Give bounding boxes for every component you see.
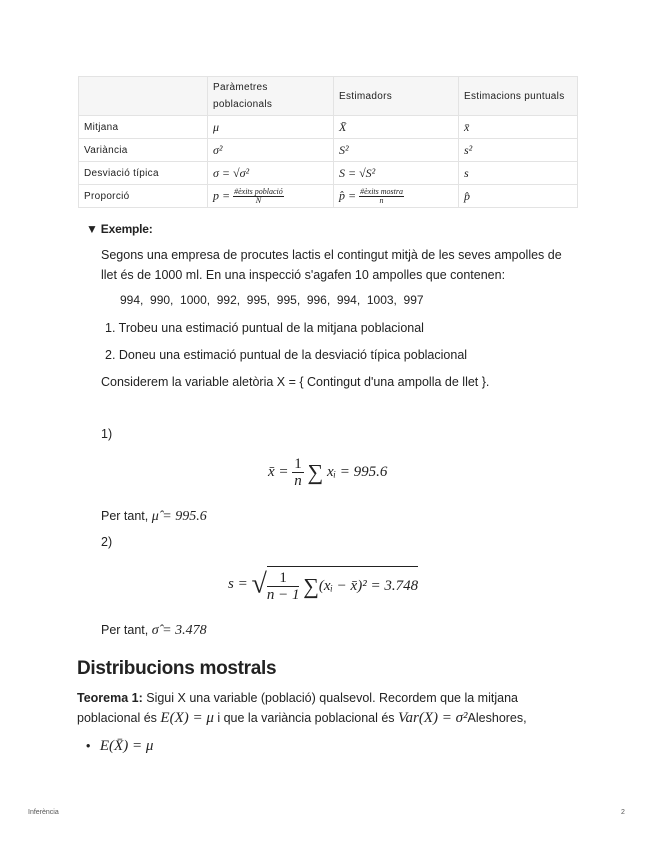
proportion-point-estimate: p̂ (459, 185, 578, 208)
proportion-estimator (334, 185, 459, 208)
fraction-denominator: n (379, 195, 384, 205)
result-2 (101, 620, 207, 641)
header-parameters: Paràmetres poblacionals (208, 77, 334, 116)
result-1-math: μ̂ = 995.6 (151, 509, 207, 524)
theorem-math-variance: Var(X) = σ² (398, 710, 468, 726)
fraction-denominator: N (255, 195, 262, 205)
variable-definition: Considerem la variable aletòria X = { Contingut d'una ampolla de llet }. (101, 375, 490, 389)
sd-point-estimate: s (459, 162, 578, 185)
variance-parameter: σ² (208, 139, 334, 162)
sd-estimator: S = √S² (334, 162, 459, 185)
sqrt-radicand (267, 566, 418, 603)
sum-symbol: ∑ (307, 459, 324, 485)
theorem-text-b: poblacional és (77, 711, 161, 725)
page-number: 2 (621, 809, 625, 816)
sqrt-symbol: √ (251, 568, 267, 600)
result-1 (101, 506, 207, 527)
fraction-numerator: 1 (294, 456, 302, 472)
section-heading: Distribucions mostrals (77, 658, 277, 679)
theorem-text-a: Sigui X una variable (població) qualsevol. Recordem que la mitjana (142, 691, 518, 705)
theorem-text-d: Aleshores, (467, 711, 527, 725)
equation-lhs: s = (228, 575, 248, 592)
header-estimators: Estimadors (334, 77, 459, 116)
sample-sd-equation (228, 566, 418, 603)
theorem-math-expectation: E(X) = μ (160, 710, 214, 726)
mean-estimator: X̄ (334, 116, 459, 139)
theorem-text-c: i que la variància poblacional és (213, 711, 399, 725)
part-2-label: 2) (101, 535, 113, 549)
proportion-parameter (208, 185, 334, 208)
header-point-estimates: Estimacions puntuals (459, 77, 578, 116)
sample-values: 994, 990, 1000, 992, 995, 995, 996, 994, 1003, 997 (120, 293, 424, 307)
row-label: Mitjana (79, 116, 208, 139)
fraction-denominator: n − 1 (266, 587, 300, 603)
fraction-numerator: 1 (267, 570, 300, 587)
bullet-math: E(X̄) = μ (99, 738, 154, 754)
fraction-denominator: n (294, 473, 302, 489)
result-2-text: Per tant, (101, 623, 152, 637)
footer-title: Inferència (28, 809, 59, 816)
parameters-table (78, 76, 578, 208)
equation-lhs: x̄ = (268, 463, 289, 480)
table-row (79, 185, 578, 208)
example-toggle[interactable]: ▼ Exemple: (86, 222, 153, 236)
result-1-text: Per tant, (101, 509, 152, 523)
proportion-estimator-lhs: p̂ = (339, 187, 357, 202)
sd-parameter: σ = √σ² (208, 162, 334, 185)
result-2-math: σ̂ = 3.478 (151, 623, 207, 638)
row-label: Proporció (79, 185, 208, 208)
proportion-estimator-fraction (359, 188, 404, 205)
equation-fraction (267, 570, 300, 603)
row-label: Variància (79, 139, 208, 162)
table-row (79, 116, 578, 139)
equation-fraction (292, 456, 304, 489)
mean-point-estimate: x̄ (459, 116, 578, 139)
example-intro: Segons una empresa de procutes lactis el contingut mitjà de les seves ampolles de llet és de 1000 ml. En una inspecció s'agafen 10 ampolles que contenen: (101, 248, 562, 282)
equation-rhs: xᵢ = 995.6 (326, 463, 388, 480)
part-1-label: 1) (101, 427, 113, 441)
question-1: 1. Trobeu una estimació puntual de la mitjana poblacional (105, 321, 424, 335)
bullet-marker: • (86, 739, 91, 753)
header-empty (79, 77, 208, 116)
variance-point-estimate: s² (459, 139, 578, 162)
table-row (79, 139, 578, 162)
proportion-parameter-lhs: p = (213, 187, 231, 202)
fraction-numerator: #èxits mostra (360, 186, 403, 196)
fraction-numerator: #èxits població (234, 186, 283, 196)
sum-symbol: ∑ (303, 573, 319, 599)
equation-rhs: (xᵢ − x̄)² = 3.748 (318, 577, 419, 594)
sample-mean-equation (268, 456, 387, 489)
proportion-parameter-fraction (233, 188, 284, 205)
table-header-row (79, 77, 578, 116)
row-label: Desviació típica (79, 162, 208, 185)
question-2: 2. Doneu una estimació puntual de la desviació típica poblacional (105, 348, 468, 362)
theorem-label: Teorema 1: (77, 691, 143, 705)
bullet-item (86, 736, 153, 756)
variance-estimator: S² (334, 139, 459, 162)
theorem-1 (77, 688, 577, 728)
mean-parameter: μ (208, 116, 334, 139)
table-row (79, 162, 578, 185)
